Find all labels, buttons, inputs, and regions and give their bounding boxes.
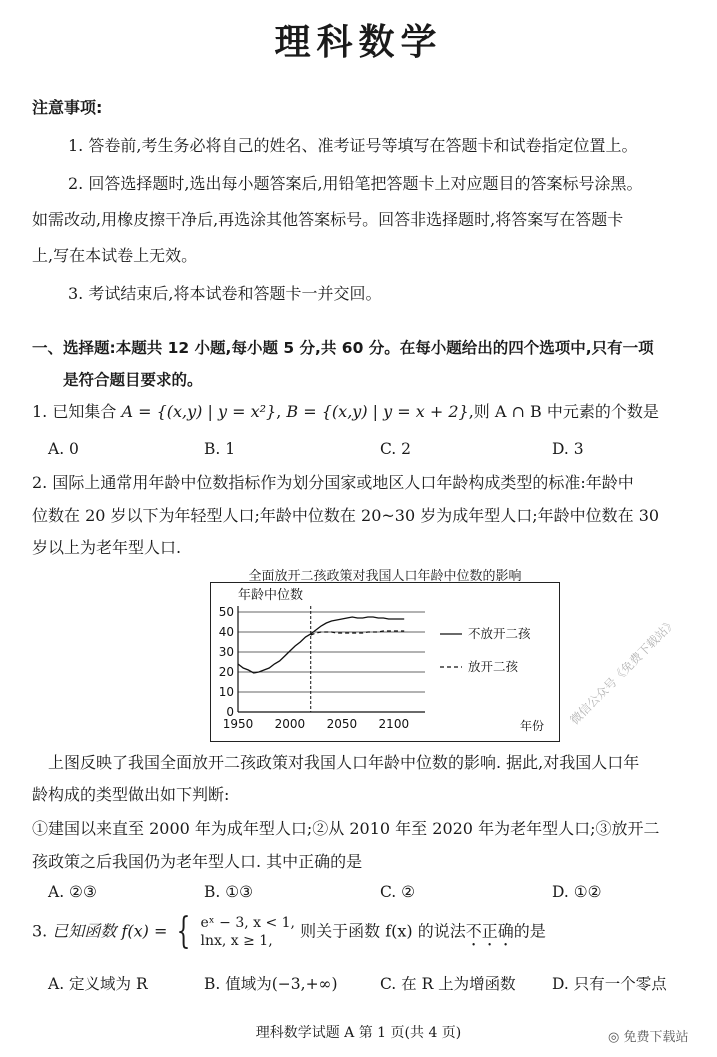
q2-option-b[interactable]: B. ①③	[204, 883, 254, 901]
question-2-line-1: 2. 国际上通常用年龄中位数指标作为划分国家或地区人口年龄构成类型的标准:年龄中	[32, 473, 634, 492]
q2-option-a[interactable]: A. ②③	[48, 883, 97, 901]
set-a: A = {(x,y) | y = x²}	[121, 402, 277, 421]
y-tick-label: 20	[218, 665, 234, 679]
q1-option-b[interactable]: B. 1	[204, 440, 236, 458]
question-3	[32, 911, 546, 952]
notice-item-2-line-1: 2. 回答选择题时,选出每小题答案后,用铅笔把答题卡上对应题目的答案标号涂黑。	[68, 174, 643, 193]
legend-label: 不放开二孩	[468, 626, 531, 641]
side-watermark: 微信公众号《免费下载站》	[567, 615, 680, 728]
section-1-heading-line-2: 是符合题目要求的。	[63, 371, 203, 389]
y-tick-label: 40	[218, 625, 234, 639]
q2-option-c[interactable]: C. ②	[380, 883, 416, 901]
y-tick-label: 30	[218, 645, 234, 659]
bottom-watermark	[608, 1026, 689, 1045]
question-1: 1. 已知集合 A = {(x,y) | y = x²}, B = {(x,y) | y = x + 2},则 A ∩ B 中元素的个数是	[32, 402, 659, 421]
page-footer: 理科数学试题 A 第 1 页(共 4 页)	[255, 1025, 462, 1041]
x-tick-label: 2000	[274, 717, 306, 731]
y-tick-label: 10	[218, 685, 234, 699]
set-b: B = {(x,y) | y = x + 2}	[286, 402, 469, 421]
series-line-2	[311, 631, 405, 635]
question-number: 1.	[32, 402, 48, 421]
notice-heading: 注意事项:	[32, 98, 103, 117]
piecewise-cases	[200, 914, 295, 950]
question-2-after-3: ①建国以来直至 2000 年为成年型人口;②从 2010 年至 2020 年为老年型人口;③放开二	[32, 819, 660, 838]
x-tick-label: 2100	[378, 717, 410, 731]
question-2-line-3: 岁以上为老年型人口.	[32, 538, 182, 557]
y-axis-label: 年龄中位数	[238, 588, 304, 603]
q2-option-d[interactable]: D. ①②	[552, 883, 602, 901]
q1-option-d[interactable]: D. 3	[552, 440, 584, 458]
q1-option-c[interactable]: C. 2	[380, 440, 412, 458]
notice-item-1: 1. 答卷前,考生务必将自己的姓名、准考证号等填写在答题卡和试卷指定位置上。	[68, 136, 638, 155]
q3-option-c[interactable]: C. 在 R 上为增函数	[380, 975, 516, 993]
x-tick-label: 2050	[326, 717, 358, 731]
notice-item-2-line-3: 上,写在本试卷上无效。	[32, 246, 198, 265]
y-tick-label: 50	[218, 605, 234, 619]
q3-option-b[interactable]: B. 值域为(−3,+∞)	[204, 975, 338, 993]
section-1-heading-line-1: 一、选择题:本题共 12 小题,每小题 5 分,共 60 分。在每小题给出的四个选项中,只有一项	[32, 339, 654, 357]
q3-option-d[interactable]: D. 只有一个零点	[552, 975, 667, 993]
q1-option-a[interactable]: A. 0	[48, 440, 79, 458]
q3-option-a[interactable]: A. 定义域为 R	[48, 975, 148, 993]
x-tick-label: 1950	[222, 717, 254, 731]
series-line-1	[238, 617, 404, 673]
question-2-after-1: 上图反映了我国全面放开二孩政策对我国人口年龄中位数的影响. 据此,对我国人口年	[48, 753, 640, 772]
piece-1: eˣ − 3, x < 1,	[200, 915, 296, 931]
question-3-suffix-b: 的是	[513, 921, 546, 941]
piecewise-brace: {	[177, 911, 191, 952]
notice-item-2-line-2: 如需改动,用橡皮擦干净后,再选涂其他答案标号。回答非选择题时,将答案写在答题卡	[32, 210, 624, 229]
wechat-icon: ◎	[608, 1030, 620, 1045]
question-1-suffix: ,则 A ∩ B 中元素的个数是	[468, 402, 659, 421]
question-3-prefix: 已知函数 f(x) =	[52, 921, 168, 941]
y-tick-label: 0	[226, 705, 234, 719]
question-number: 3.	[32, 921, 48, 941]
question-2-after-2: 龄构成的类型做出如下判断:	[32, 785, 230, 804]
chart-title: 全面放开二孩政策对我国人口年龄中位数的影响	[248, 569, 522, 584]
median-age-chart	[210, 582, 560, 742]
question-3-suffix-a: 则关于函数 f(x) 的说法	[300, 921, 466, 941]
question-3-emphasis: 不正确	[465, 921, 514, 941]
question-1-prefix: 已知集合	[52, 402, 117, 421]
piece-2: lnx, x ≥ 1,	[200, 933, 273, 949]
legend-label: 放开二孩	[468, 659, 519, 674]
x-axis-label: 年份	[520, 719, 545, 733]
page-title: 理科数学	[274, 22, 443, 63]
question-2-after-4: 孩政策之后我国仍为老年型人口. 其中正确的是	[32, 852, 363, 871]
question-2-line-2: 位数在 20 岁以下为年轻型人口;年龄中位数在 20~30 岁为成年型人口;年龄中位数在 30	[32, 506, 660, 525]
bottom-watermark-text: 免费下载站	[623, 1030, 689, 1045]
notice-item-3: 3. 考试结束后,将本试卷和答题卡一并交回。	[68, 284, 382, 303]
